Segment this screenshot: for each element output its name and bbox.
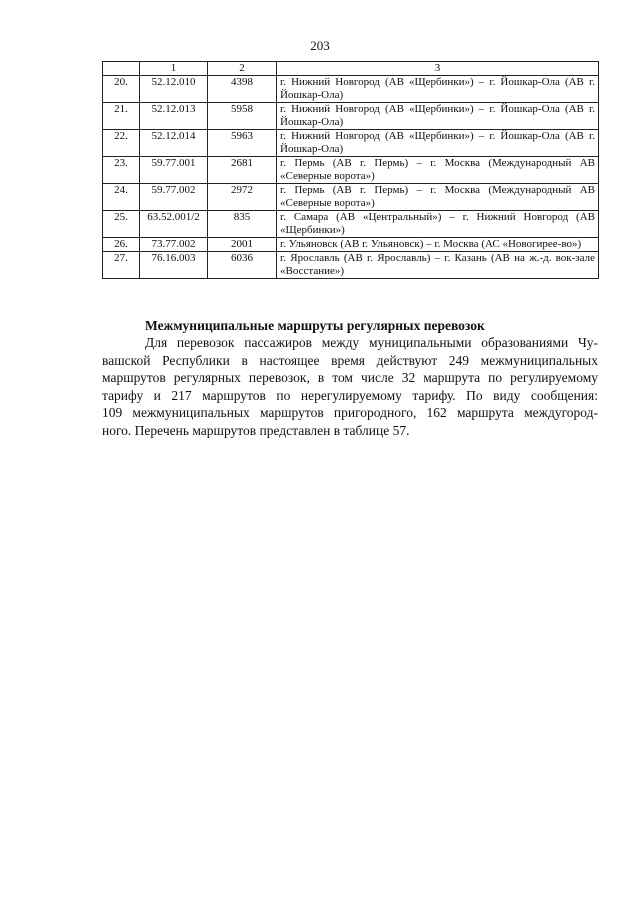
table-row bbox=[103, 184, 599, 211]
column-header: 3 bbox=[277, 62, 599, 76]
route-description-cell: г. Нижний Новгород (АВ «Щербинки») – г. Йошкар-Ола (АВ г. Йошкар-Ола) bbox=[277, 76, 599, 103]
table-row bbox=[103, 211, 599, 238]
route-code-cell: 59.77.002 bbox=[140, 184, 208, 211]
row-number-cell: 22. bbox=[103, 130, 140, 157]
registry-number-cell: 5963 bbox=[208, 130, 277, 157]
registry-number-cell: 6036 bbox=[208, 252, 277, 279]
route-description-cell: г. Нижний Новгород (АВ «Щербинки») – г. Йошкар-Ола (АВ г. Йошкар-Ола) bbox=[277, 130, 599, 157]
route-code-cell: 52.12.010 bbox=[140, 76, 208, 103]
paragraph-line: вашской Республики в настоящее время действуют 249 межмуниципальных bbox=[102, 352, 598, 368]
table-row bbox=[103, 238, 599, 252]
registry-number-cell: 2681 bbox=[208, 157, 277, 184]
route-description-cell: г. Самара (АВ «Центральный») – г. Нижний Новгород (АВ «Щербинки») bbox=[277, 211, 599, 238]
section-paragraph bbox=[102, 334, 598, 439]
registry-number-cell: 5958 bbox=[208, 103, 277, 130]
route-code-cell: 52.12.013 bbox=[140, 103, 208, 130]
paragraph-line: Для перевозок пассажиров между муниципальными образованиями Чу- bbox=[145, 335, 598, 350]
table-row bbox=[103, 130, 599, 157]
column-header bbox=[103, 62, 140, 76]
route-code-cell: 73.77.002 bbox=[140, 238, 208, 252]
column-header: 1 bbox=[140, 62, 208, 76]
row-number-cell: 21. bbox=[103, 103, 140, 130]
registry-number-cell: 835 bbox=[208, 211, 277, 238]
registry-number-cell: 4398 bbox=[208, 76, 277, 103]
table-row bbox=[103, 157, 599, 184]
paragraph-line: маршрутов регулярных перевозок, в том числе 32 маршрута по регулируемому bbox=[102, 370, 598, 385]
row-number-cell: 26. bbox=[103, 238, 140, 252]
paragraph-line: тарифу и 217 маршрутов по нерегулируемому тарифу. По виду сообщения: bbox=[102, 387, 598, 403]
section-heading: Межмуниципальные маршруты регулярных перевозок bbox=[145, 318, 485, 333]
route-code-cell: 63.52.001/2 bbox=[140, 211, 208, 238]
route-code-cell: 59.77.001 bbox=[140, 157, 208, 184]
row-number-cell: 24. bbox=[103, 184, 140, 211]
table-row bbox=[103, 103, 599, 130]
route-description-cell: г. Пермь (АВ г. Пермь) – г. Москва (Международный АВ «Северные ворота») bbox=[277, 157, 599, 184]
section-intermunicipal-routes bbox=[102, 318, 598, 439]
paragraph-line: 109 межмуниципальных маршрутов пригородного, 162 маршрута междугород- bbox=[102, 405, 598, 420]
row-number-cell: 20. bbox=[103, 76, 140, 103]
row-number-cell: 27. bbox=[103, 252, 140, 279]
row-number-cell: 25. bbox=[103, 211, 140, 238]
column-header: 2 bbox=[208, 62, 277, 76]
paragraph-line: ного. Перечень маршрутов представлен в таблице 57. bbox=[102, 422, 410, 438]
route-description-cell: г. Нижний Новгород (АВ «Щербинки») – г. Йошкар-Ола (АВ г. Йошкар-Ола) bbox=[277, 103, 599, 130]
route-code-cell: 52.12.014 bbox=[140, 130, 208, 157]
route-description-cell: г. Ярославль (АВ г. Ярославль) – г. Казань (АВ на ж.-д. вок-зале «Восстание») bbox=[277, 252, 599, 279]
registry-number-cell: 2001 bbox=[208, 238, 277, 252]
route-description-cell: г. Пермь (АВ г. Пермь) – г. Москва (Международный АВ «Северные ворота») bbox=[277, 184, 599, 211]
page-number: 203 bbox=[310, 38, 330, 53]
row-number-cell: 23. bbox=[103, 157, 140, 184]
table-row bbox=[103, 252, 599, 279]
registry-number-cell: 2972 bbox=[208, 184, 277, 211]
routes-table bbox=[102, 61, 599, 279]
table-header-row bbox=[103, 62, 599, 76]
route-code-cell: 76.16.003 bbox=[140, 252, 208, 279]
route-description-cell: г. Ульяновск (АВ г. Ульяновск) – г. Москва (АС «Новогирее-во») bbox=[277, 238, 599, 252]
table-row bbox=[103, 76, 599, 103]
